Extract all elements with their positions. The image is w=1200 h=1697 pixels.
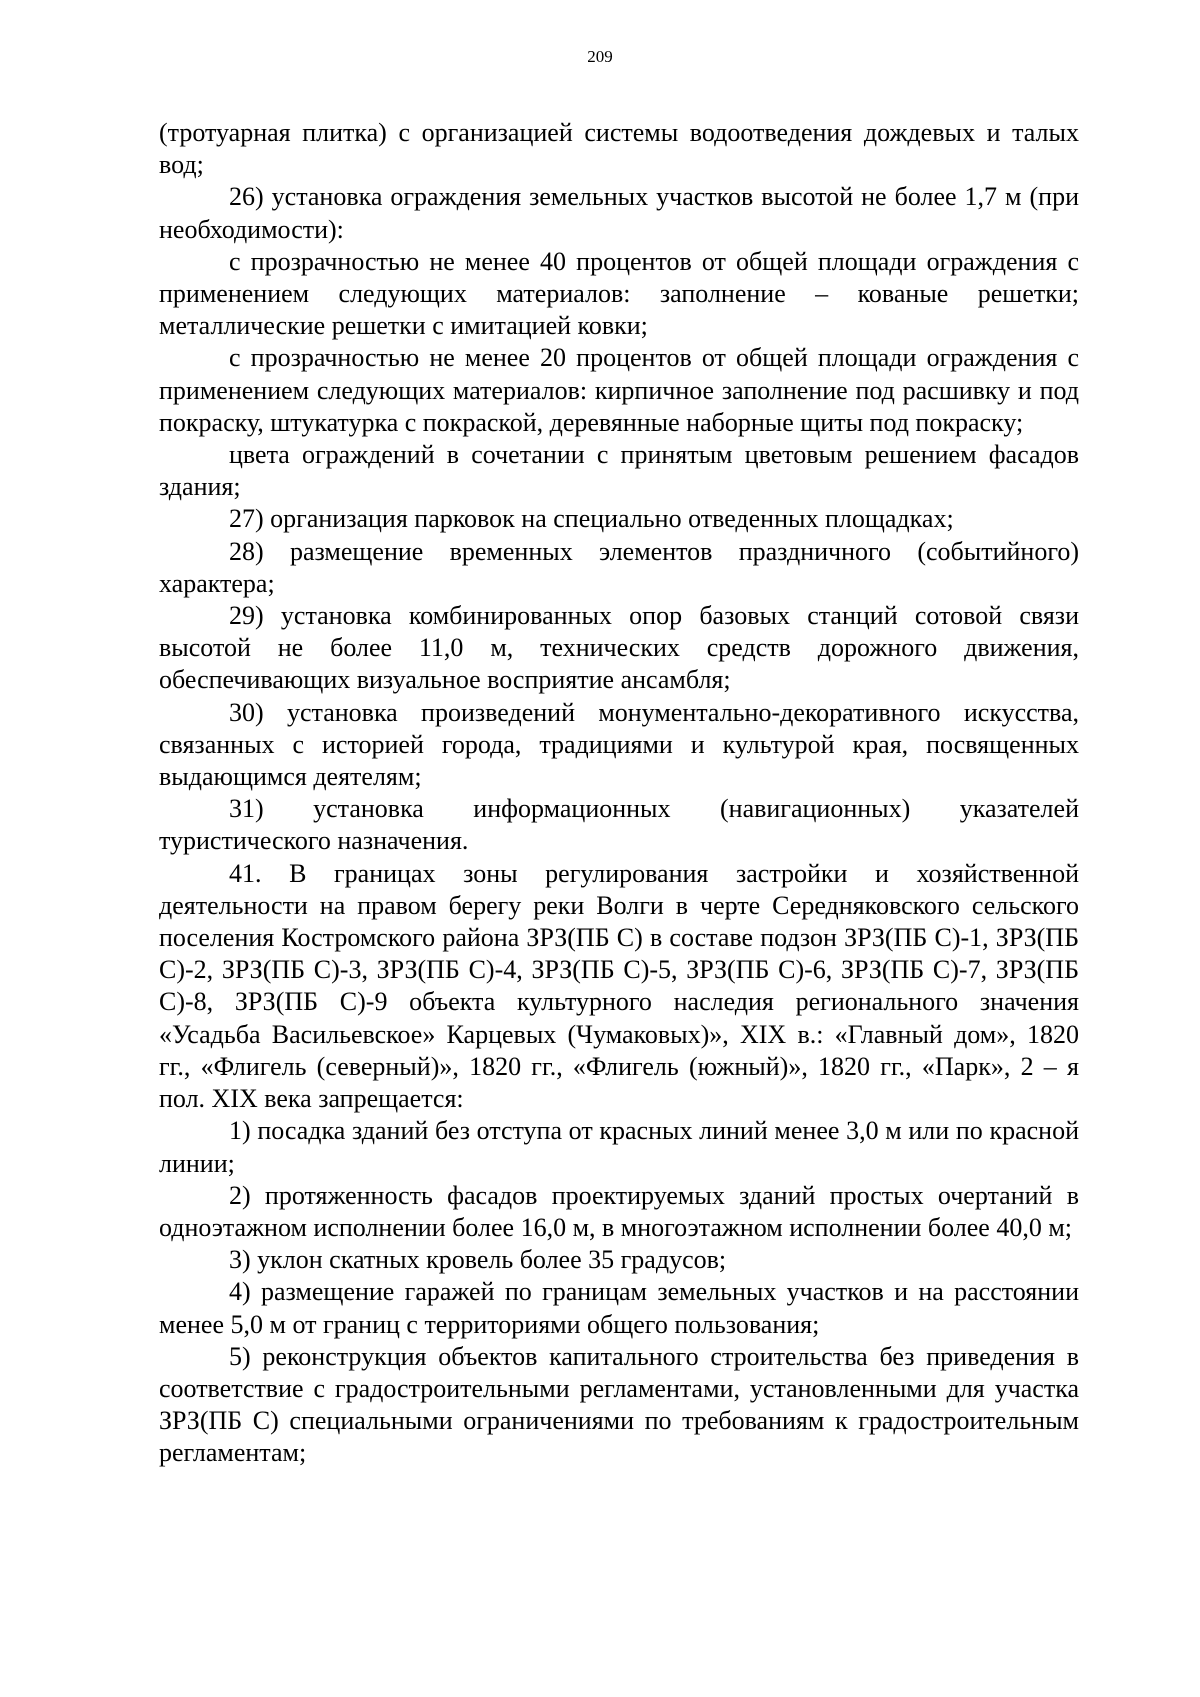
paragraph-item-28: 28) размещение временных элементов праздничного (событийного) характера;: [159, 536, 1079, 598]
paragraph-prohibition-5: 5) реконструкция объектов капитального строительства без приведения в соответствие с градостроительными регламентами, установленными для участка ЗРЗ(ПБ С) специальными ограничениями по требованиям к градостроительным регламентам;: [159, 1341, 1079, 1468]
paragraph-stormwater: (тротуарная плитка) с организацией системы водоотведения дождевых и талых вод;: [159, 118, 1079, 180]
page-number: 209: [587, 47, 613, 66]
paragraph-item-31: 31) установка информационных (навигационных) указателей туристического назначения.: [159, 794, 1079, 856]
paragraph-prohibition-2: 2) протяженность фасадов проектируемых зданий простых очертаний в одноэтажном исполнении более 16,0 м, в многоэтажном исполнении более 40,0 м;: [159, 1180, 1079, 1242]
paragraph-prohibition-4: 4) размещение гаражей по границам земельных участков и на расстоянии менее 5,0 м от границ с территориями общего пользования;: [159, 1277, 1079, 1339]
paragraph-fence-colors: цвета ограждений в сочетании с принятым цветовым решением фасадов здания;: [159, 440, 1079, 502]
paragraph-item-26: 26) установка ограждения земельных участков высотой не более 1,7 м (при необходимости):: [159, 182, 1079, 244]
document-body: [159, 117, 1079, 1470]
paragraph-transparency-20: с прозрачностью не менее 20 процентов от общей площади ограждения с применением следующих материалов: кирпичное заполнение под расшивку и под покраску, штукатурка с покраской, деревянные наборные щиты под покраску;: [159, 343, 1079, 437]
paragraph-item-27: 27) организация парковок на специально отведенных площадках;: [229, 504, 954, 534]
paragraph-prohibition-1: 1) посадка зданий без отступа от красных линий менее 3,0 м или по красной линии;: [159, 1116, 1079, 1178]
paragraph-prohibition-3: 3) уклон скатных кровель более 35 градусов;: [229, 1245, 727, 1275]
paragraph-item-29: 29) установка комбинированных опор базовых станций сотовой связи высотой не более 11,0 м, технических средств дорожного движения, обеспечивающих визуальное восприятие ансамбля;: [159, 601, 1079, 695]
paragraph-transparency-40: с прозрачностью не менее 40 процентов от общей площади ограждения с применением следующих материалов: заполнение – кованые решетки; металлические решетки с имитацией ковки;: [159, 246, 1079, 341]
paragraph-item-30: 30) установка произведений монументально-декоративного искусства, связанных с историей города, традициями и культурой края, посвященных выдающимся деятелям;: [159, 697, 1079, 792]
paragraph-section-41: 41. В границах зоны регулирования застройки и хозяйственной деятельности на правом берегу реки Волги в черте Середняковского сельского поселения Костромского района ЗРЗ(ПБ С) в составе подзон ЗРЗ(ПБ С)-1, ЗРЗ(ПБ С)-2, ЗРЗ(ПБ С)-3, ЗРЗ(ПБ С)-4, ЗРЗ(ПБ С)-5, ЗРЗ(ПБ С)-6, ЗРЗ(ПБ С)-7, ЗРЗ(ПБ С)-8, ЗРЗ(ПБ С)-9 объекта культурного наследия регионального значения «Усадьба Васильевское» Карцевых (Чумаковых)», XIX в.: «Главный дом», 1820 гг., «Флигель (северный)», 1820 гг., «Флигель (южный)», 1820 гг., «Парк», 2 – я пол. XIX века запрещается:: [159, 858, 1079, 1114]
